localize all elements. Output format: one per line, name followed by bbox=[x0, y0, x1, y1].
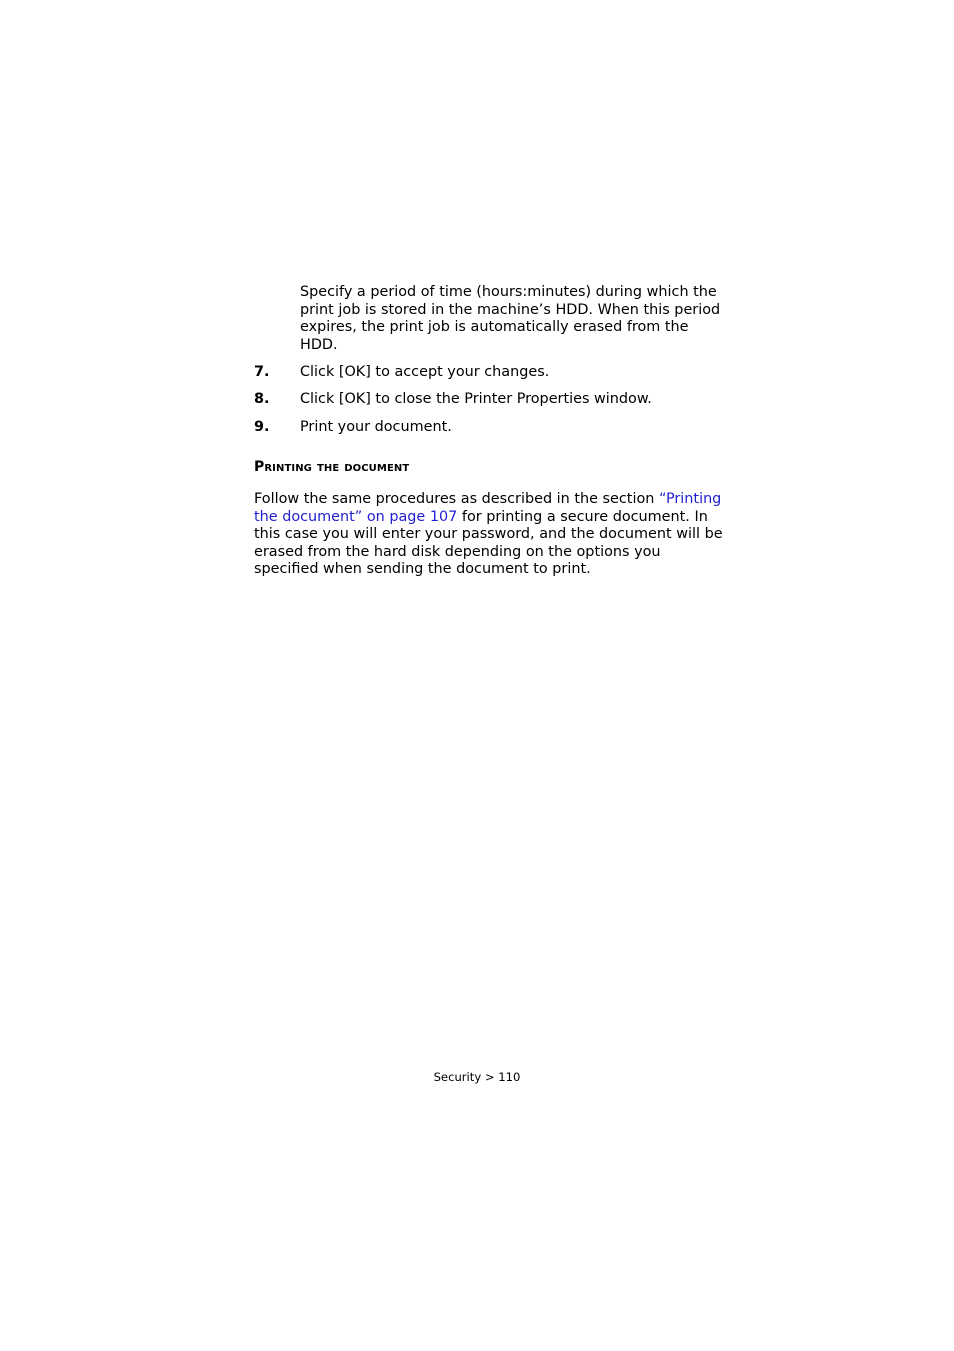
section-heading: Printing the document bbox=[254, 459, 410, 475]
step-number: 9. bbox=[254, 418, 270, 435]
paragraph-text-after-link: for printing a secure document. In this case you will enter your password, and the document will be erased from the hard disk depending on the options you specified when sending the document to print. bbox=[254, 508, 723, 578]
step-text: Click [OK] to accept your changes. bbox=[300, 364, 550, 380]
list-item bbox=[254, 364, 724, 382]
list-item bbox=[254, 419, 724, 437]
step-number: 7. bbox=[254, 364, 270, 380]
page-footer: Security > 110 bbox=[433, 1070, 521, 1084]
list-item bbox=[254, 391, 724, 409]
cross-reference-link[interactable]: “Printing the document” on page 107 bbox=[254, 491, 722, 525]
step-number: 8. bbox=[254, 391, 270, 408]
step-text: Click [OK] to close the Printer Properties window. bbox=[300, 391, 652, 408]
paragraph-text-before-link: Follow the same procedures as described in the section bbox=[254, 491, 659, 507]
step-text: Print your document. bbox=[300, 418, 452, 435]
intro-paragraph: Specify a period of time (hours:minutes) during which the print job is stored in the machine’s HDD. When this period expires, the print job is automatically erased from the HDD. bbox=[300, 284, 721, 353]
step-list bbox=[254, 364, 724, 446]
section-paragraph bbox=[254, 491, 724, 579]
